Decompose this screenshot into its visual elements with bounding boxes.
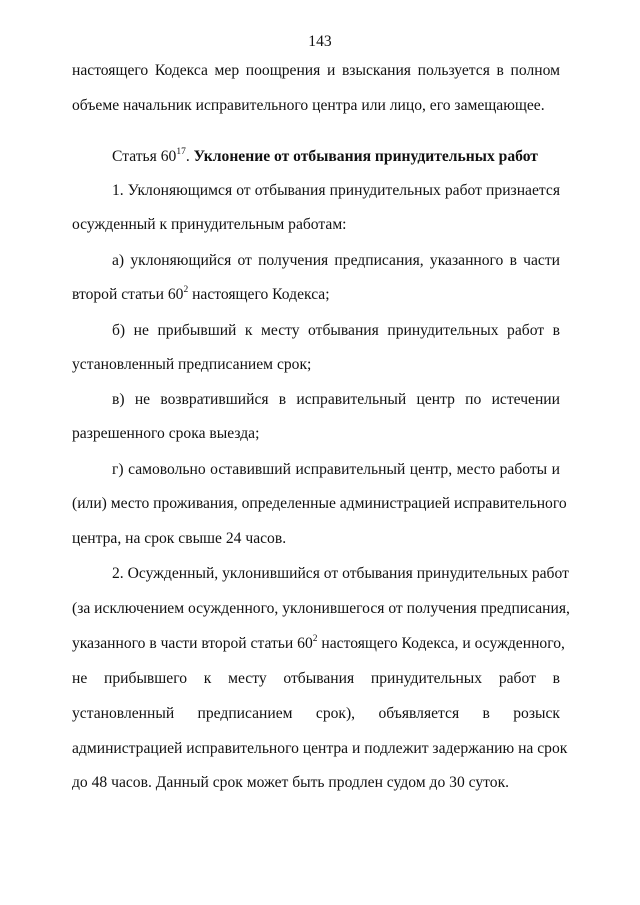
item-a-line-2-sup: 2 — [183, 284, 189, 295]
part2-line-3-post: настоящего Кодекса, и осужденного, — [317, 635, 565, 652]
article-dot: . — [185, 148, 190, 165]
item-g-line-3: центра, на срок свыше 24 часов. — [72, 530, 287, 547]
item-a-line-2 — [72, 285, 560, 305]
item-a-line-1: а) уклоняющийся от получения предписания, указанного в части — [112, 252, 560, 269]
part2-line-3 — [72, 633, 565, 654]
article-title: Уклонение от отбывания принудительных работ — [193, 148, 538, 165]
intro-line-2: объеме начальник исправительного центра или лицо, его замещающее. — [72, 97, 545, 114]
item-g-line-1: г) самовольно оставивший исправительный центр, место работы и — [112, 461, 560, 478]
part1-line-2: осужденный к принудительным работам: — [72, 216, 347, 233]
part2-line-4: не прибывшего к месту отбывания принудительных работ в — [72, 670, 560, 687]
article-prefix: Статья 60 — [112, 148, 177, 165]
item-a-line-2-post: настоящего Кодекса; — [188, 286, 330, 303]
part2-line-5: установленный предписанием срок), объявляется в розыск — [72, 705, 560, 722]
item-b-line-2: установленный предписанием срок; — [72, 356, 312, 373]
item-v-line-1: в) не возвратившийся в исправительный центр по истечении — [112, 391, 560, 408]
article-heading — [112, 147, 560, 167]
item-a-line-2-pre: второй статьи 60 — [72, 286, 184, 303]
part2-line-7: до 48 часов. Данный срок может быть продлен судом до 30 суток. — [72, 774, 510, 791]
intro-line-1: настоящего Кодекса мер поощрения и взыскания пользуется в полном — [72, 62, 560, 79]
item-b-line-1: б) не прибывший к месту отбывания принудительных работ в — [112, 322, 560, 339]
part2-line-3-sup: 2 — [312, 633, 318, 644]
part2-line-3-pre: указанного в части второй статьи 60 — [72, 635, 313, 652]
page-number: 143 — [308, 33, 332, 50]
item-v-line-2: разрешенного срока выезда; — [72, 425, 260, 442]
part1-line-1: 1. Уклоняющимся от отбывания принудительных работ признается — [112, 182, 560, 199]
item-g-line-2: (или) место проживания, определенные администрацией исправительного — [72, 495, 567, 512]
part2-line-1: 2. Осужденный, уклонившийся от отбывания принудительных работ — [112, 565, 569, 582]
article-number-sup: 17 — [176, 146, 186, 157]
part2-line-6: администрацией исправительного центра и подлежит задержанию на срок — [72, 740, 568, 757]
part2-line-2: (за исключением осужденного, уклонившегося от получения предписания, — [72, 600, 570, 617]
